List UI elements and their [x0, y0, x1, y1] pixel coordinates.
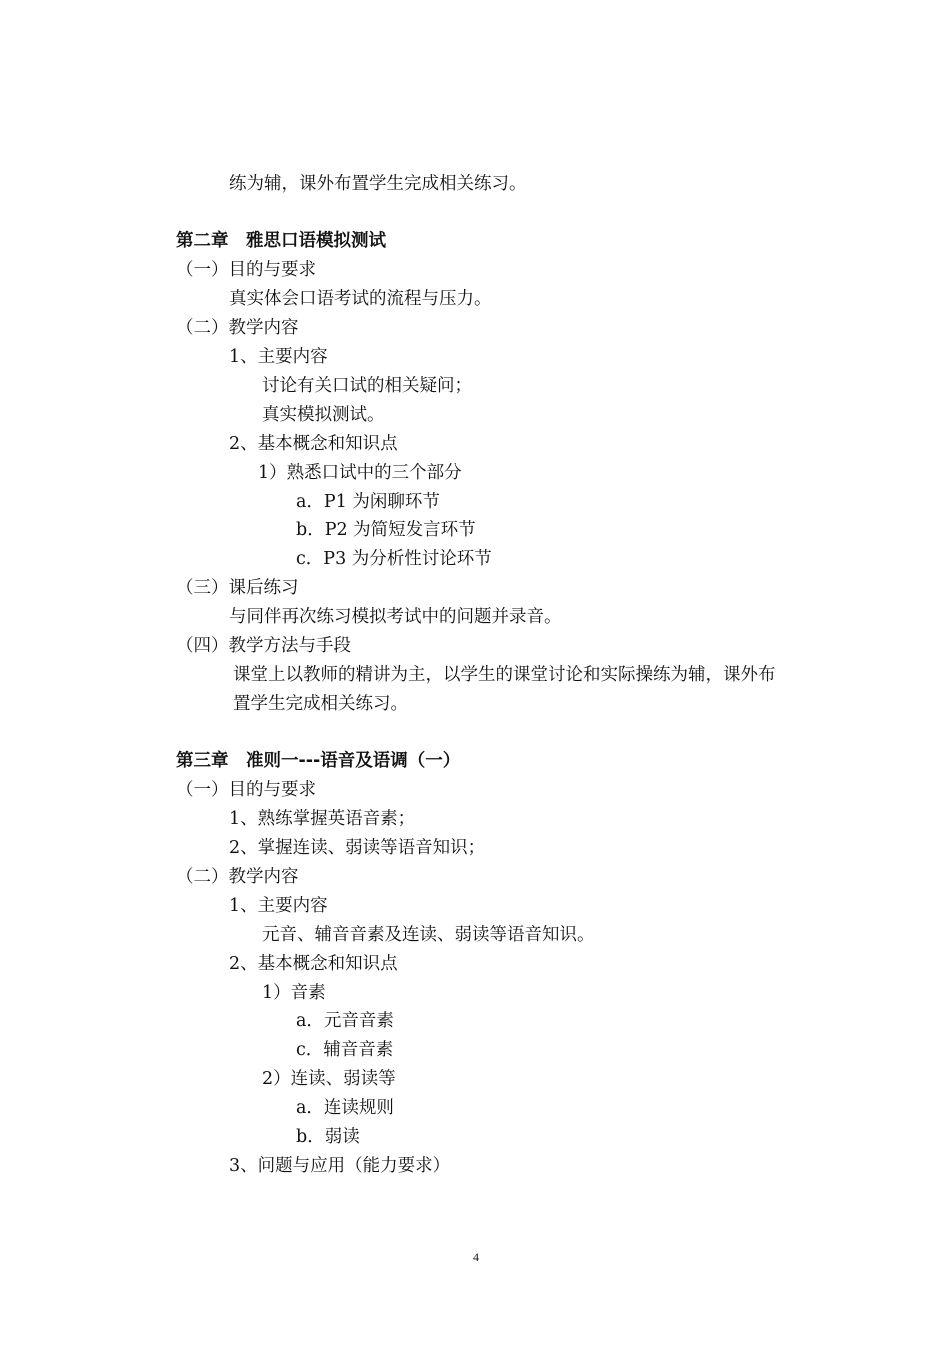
ch2-section-2-heading: （二）教学内容 [176, 318, 299, 338]
chapter-3-title: 第三章 准则一---语音及语调（一） [176, 751, 461, 771]
ch3-section-1-heading: （一）目的与要求 [176, 780, 316, 800]
ch2-section-4-heading: （四）教学方法与手段 [176, 636, 351, 656]
ch2-section-1-heading: （一）目的与要求 [176, 260, 316, 280]
ch2-main-content-heading: 1、主要内容 [229, 347, 328, 367]
ch2-main-content-item: 讨论有关口试的相关疑问； [262, 376, 472, 396]
ch2-concepts-heading: 2、基本概念和知识点 [229, 434, 398, 454]
ch3-concepts-subitem: c．辅音音素 [296, 1040, 394, 1060]
page-number: 4 [473, 1250, 479, 1264]
ch3-goal-item: 1、熟练掌握英语音素； [229, 809, 416, 829]
ch2-section-1-text: 真实体会口语考试的流程与压力。 [229, 289, 492, 309]
ch2-concepts-subitem: c．P3 为分析性讨论环节 [296, 549, 492, 569]
ch3-section-2-heading: （二）教学内容 [176, 867, 299, 887]
ch2-concepts-subitem: a．P1 为闲聊环节 [296, 492, 440, 512]
ch3-concepts-subitem: a．连读规则 [296, 1098, 394, 1118]
ch3-concepts-item: 1）音素 [262, 983, 326, 1003]
ch3-concepts-subitem: a．元音音素 [296, 1011, 394, 1031]
ch3-main-content-item: 元音、辅音音素及连读、弱读等语音知识。 [262, 925, 595, 945]
carryover-line: 练为辅，课外布置学生完成相关练习。 [229, 174, 527, 194]
ch2-main-content-item: 真实模拟测试。 [262, 405, 385, 425]
ch3-goal-item: 2、掌握连读、弱读等语音知识； [229, 838, 486, 858]
ch2-section-4-text: 课堂上以教师的精讲为主，以学生的课堂讨论和实际操练为辅，课外布 [233, 665, 776, 685]
ch2-concepts-item: 1）熟悉口试中的三个部分 [258, 463, 462, 483]
ch3-application-heading: 3、问题与应用（能力要求） [229, 1156, 451, 1176]
ch2-concepts-subitem: b．P2 为简短发言环节 [296, 520, 476, 540]
ch2-section-3-heading: （三）课后练习 [176, 578, 299, 598]
ch3-main-content-heading: 1、主要内容 [229, 896, 328, 916]
ch2-section-3-text: 与同伴再次练习模拟考试中的问题并录音。 [229, 607, 562, 627]
chapter-2-title: 第二章 雅思口语模拟测试 [176, 231, 386, 251]
ch3-concepts-heading: 2、基本概念和知识点 [229, 954, 398, 974]
ch3-concepts-subitem: b．弱读 [296, 1127, 360, 1147]
ch3-concepts-item: 2）连读、弱读等 [262, 1069, 396, 1089]
ch2-section-4-text: 置学生完成相关练习。 [233, 694, 408, 714]
